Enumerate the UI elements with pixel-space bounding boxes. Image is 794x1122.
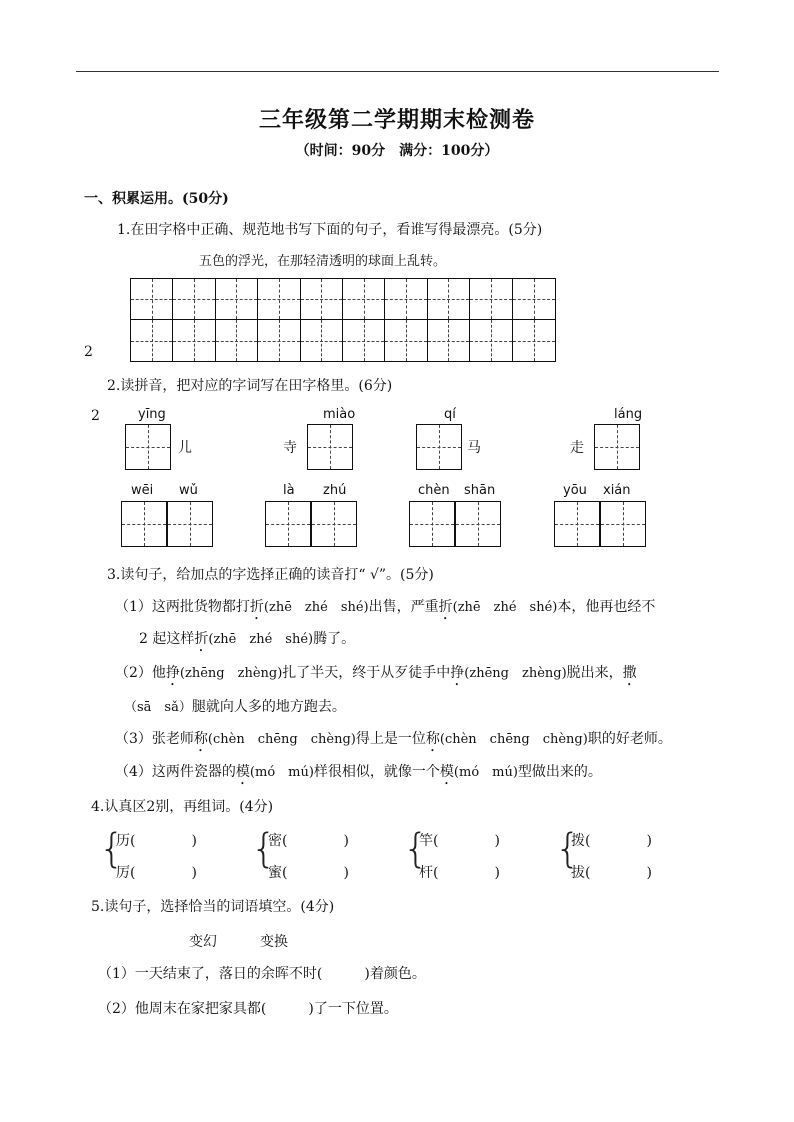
q3-item-2-cont: （sā sǎ）腿就向人多的地方跑去。 (124, 699, 346, 715)
tianzige-cell[interactable] (173, 279, 215, 320)
grid-guide-horizontal (595, 447, 639, 448)
tianzige-cell[interactable] (513, 279, 555, 320)
tianzige-cell[interactable] (470, 279, 512, 320)
tianzige-cell[interactable] (131, 279, 173, 320)
pinyin-label: yōu (563, 483, 587, 498)
grid-guide-horizontal (513, 341, 555, 342)
tianzige-cell[interactable] (258, 279, 300, 320)
grid-guide-horizontal (343, 299, 384, 300)
grid-guide-horizontal (470, 341, 511, 342)
grid-guide-horizontal (385, 341, 426, 342)
grid-guide-horizontal (410, 524, 454, 525)
dotted-char: 模 (439, 764, 454, 780)
tianzige-cell[interactable] (470, 320, 512, 361)
q2-prompt: 2.读拼音，把对应的字词写在田字格里。(6分) (107, 378, 393, 394)
writing-grid[interactable] (130, 278, 556, 362)
tianzige-cell[interactable] (307, 424, 353, 470)
grid-guide-horizontal (308, 447, 352, 448)
dotted-char: 折 (194, 631, 209, 647)
word-char: 马 (467, 440, 481, 456)
tianzige-cell[interactable] (131, 320, 173, 361)
tianzige-cell[interactable] (343, 279, 385, 320)
q3-item-4: （4）这两件瓷器的模(mó mú)样很相似，就像一个模(mó mú)型做出来的。 (115, 764, 602, 780)
tianzige-cell[interactable] (311, 501, 357, 547)
dotted-char: 称 (193, 731, 208, 747)
grid-guide-horizontal (126, 447, 170, 448)
grid-guide-horizontal (312, 524, 356, 525)
pinyin-label: yīng (138, 407, 166, 422)
word-pair-bottom: 杆( ) (419, 865, 500, 881)
tianzige-cell[interactable] (265, 501, 311, 547)
word-char: 儿 (178, 440, 192, 456)
word-pair-bottom: 厉( ) (116, 865, 197, 881)
word-char: 寺 (283, 440, 297, 456)
tianzige-cell[interactable] (513, 320, 555, 361)
pinyin-label: zhú (323, 483, 347, 498)
margin-mark: 2 (91, 408, 100, 424)
brace-icon: { (99, 826, 125, 872)
word-choice: 变幻 (189, 934, 217, 950)
grid-guide-horizontal (258, 299, 299, 300)
brace-icon: { (555, 826, 581, 872)
dotted-char: 挣 (165, 665, 180, 681)
pinyin-label: láng (614, 407, 643, 422)
grid-guide-horizontal (343, 341, 384, 342)
tianzige-cell[interactable] (594, 424, 640, 470)
tianzige-cell[interactable] (385, 279, 427, 320)
word-pair-bottom: 拔( ) (571, 865, 652, 881)
q5-sentence-2: （2）他周末在家把家具都( )了一下位置。 (98, 1001, 398, 1017)
dotted-char: 称 (425, 731, 440, 747)
grid-guide-horizontal (456, 524, 500, 525)
grid-guide-horizontal (216, 299, 257, 300)
brace-icon: { (251, 826, 277, 872)
word-choice: 变换 (260, 934, 288, 950)
section-heading: 一、积累运用。(50分) (84, 191, 229, 207)
grid-guide-horizontal (301, 341, 342, 342)
page-title: 三年级第二学期期末检测卷 (258, 107, 535, 133)
pinyin-label: shān (464, 483, 496, 498)
q3-prompt: 3.读句子，给加点的字选择正确的读音打“ √”。(5分) (107, 567, 434, 583)
grid-guide-horizontal (601, 524, 645, 525)
grid-guide-horizontal (168, 524, 212, 525)
margin-mark: 2 (84, 344, 93, 360)
q4-prompt: 4.认真区2别，再组词。(4分) (91, 799, 274, 815)
q3-item-1-cont: 2 起这样折(zhē zhé shé)腾了。 (139, 631, 356, 647)
pinyin-label: wēi (131, 483, 154, 498)
pinyin-label: miào (323, 407, 356, 422)
brace-icon: { (403, 826, 429, 872)
tianzige-cell[interactable] (301, 279, 343, 320)
tianzige-cell[interactable] (258, 320, 300, 361)
word-pair-bottom: 蜜( ) (268, 865, 349, 881)
page-subtitle: （时间：90分 满分：100分） (295, 143, 499, 159)
grid-guide-horizontal (122, 524, 166, 525)
q5-prompt: 5.读句子，选择恰当的词语填空。(4分) (91, 899, 335, 915)
tianzige-cell[interactable] (409, 501, 455, 547)
tianzige-cell[interactable] (216, 320, 258, 361)
grid-guide-horizontal (301, 299, 342, 300)
q1-prompt: 1.在田字格中正确、规范地书写下面的句子，看谁写得最漂亮。(5分) (117, 222, 543, 238)
q3-item-1: （1）这两批货物都打折(zhē zhé shé)出售，严重折(zhē zhé shé)本，他再也经不 (115, 599, 656, 615)
word-pair-top: 密( ) (268, 833, 349, 849)
grid-guide-horizontal (470, 299, 511, 300)
dotted-char: 模 (235, 764, 250, 780)
grid-guide-horizontal (258, 341, 299, 342)
pinyin-label: wǔ (179, 483, 198, 498)
grid-guide-horizontal (417, 447, 461, 448)
grid-guide-horizontal (385, 299, 426, 300)
dotted-char: 挣 (450, 665, 465, 681)
q3-item-3: （3）张老师称(chèn chēng chèng)得上是一位称(chèn chēng chèng)职的好老师。 (115, 731, 672, 747)
grid-guide-horizontal (428, 299, 469, 300)
grid-guide-horizontal (131, 299, 172, 300)
pinyin-label: chèn (418, 483, 450, 498)
tianzige-cell[interactable] (301, 320, 343, 361)
q1-sentence: 五色的浮光，在那轻清透明的球面上乱转。 (199, 254, 447, 269)
tianzige-cell[interactable] (554, 501, 600, 547)
dotted-char: 撒 (622, 665, 637, 681)
tianzige-cell[interactable] (125, 424, 171, 470)
grid-guide-horizontal (173, 299, 214, 300)
grid-guide-horizontal (216, 341, 257, 342)
word-pair-top: 拨( ) (571, 833, 652, 849)
grid-guide-horizontal (266, 524, 310, 525)
grid-guide-horizontal (428, 341, 469, 342)
word-char: 走 (570, 440, 584, 456)
grid-guide-horizontal (131, 341, 172, 342)
tianzige-cell[interactable] (343, 320, 385, 361)
tianzige-cell[interactable] (455, 501, 501, 547)
tianzige-cell[interactable] (121, 501, 167, 547)
grid-guide-horizontal (513, 299, 555, 300)
tianzige-cell[interactable] (416, 424, 462, 470)
tianzige-cell[interactable] (167, 501, 213, 547)
word-pair-top: 竿( ) (419, 833, 500, 849)
dotted-char: 折 (249, 599, 264, 615)
pinyin-label: qí (444, 407, 456, 422)
tianzige-cell[interactable] (216, 279, 258, 320)
dotted-char: 折 (438, 599, 453, 615)
word-pair-top: 历( ) (116, 833, 197, 849)
q5-sentence-1: （1）一天结束了，落日的余晖不时( )着颜色。 (98, 966, 426, 982)
tianzige-cell[interactable] (428, 320, 470, 361)
top-rule (76, 71, 719, 72)
tianzige-cell[interactable] (385, 320, 427, 361)
tianzige-cell[interactable] (173, 320, 215, 361)
pinyin-label: xián (603, 483, 631, 498)
tianzige-cell[interactable] (600, 501, 646, 547)
grid-guide-horizontal (173, 341, 214, 342)
q3-item-2: （2）他挣(zhēng zhèng)扎了半天，终于从歹徒手中挣(zhēng zhèng)脱出来，撒 (115, 665, 637, 681)
grid-guide-horizontal (555, 524, 599, 525)
pinyin-label: là (283, 483, 295, 498)
tianzige-cell[interactable] (428, 279, 470, 320)
